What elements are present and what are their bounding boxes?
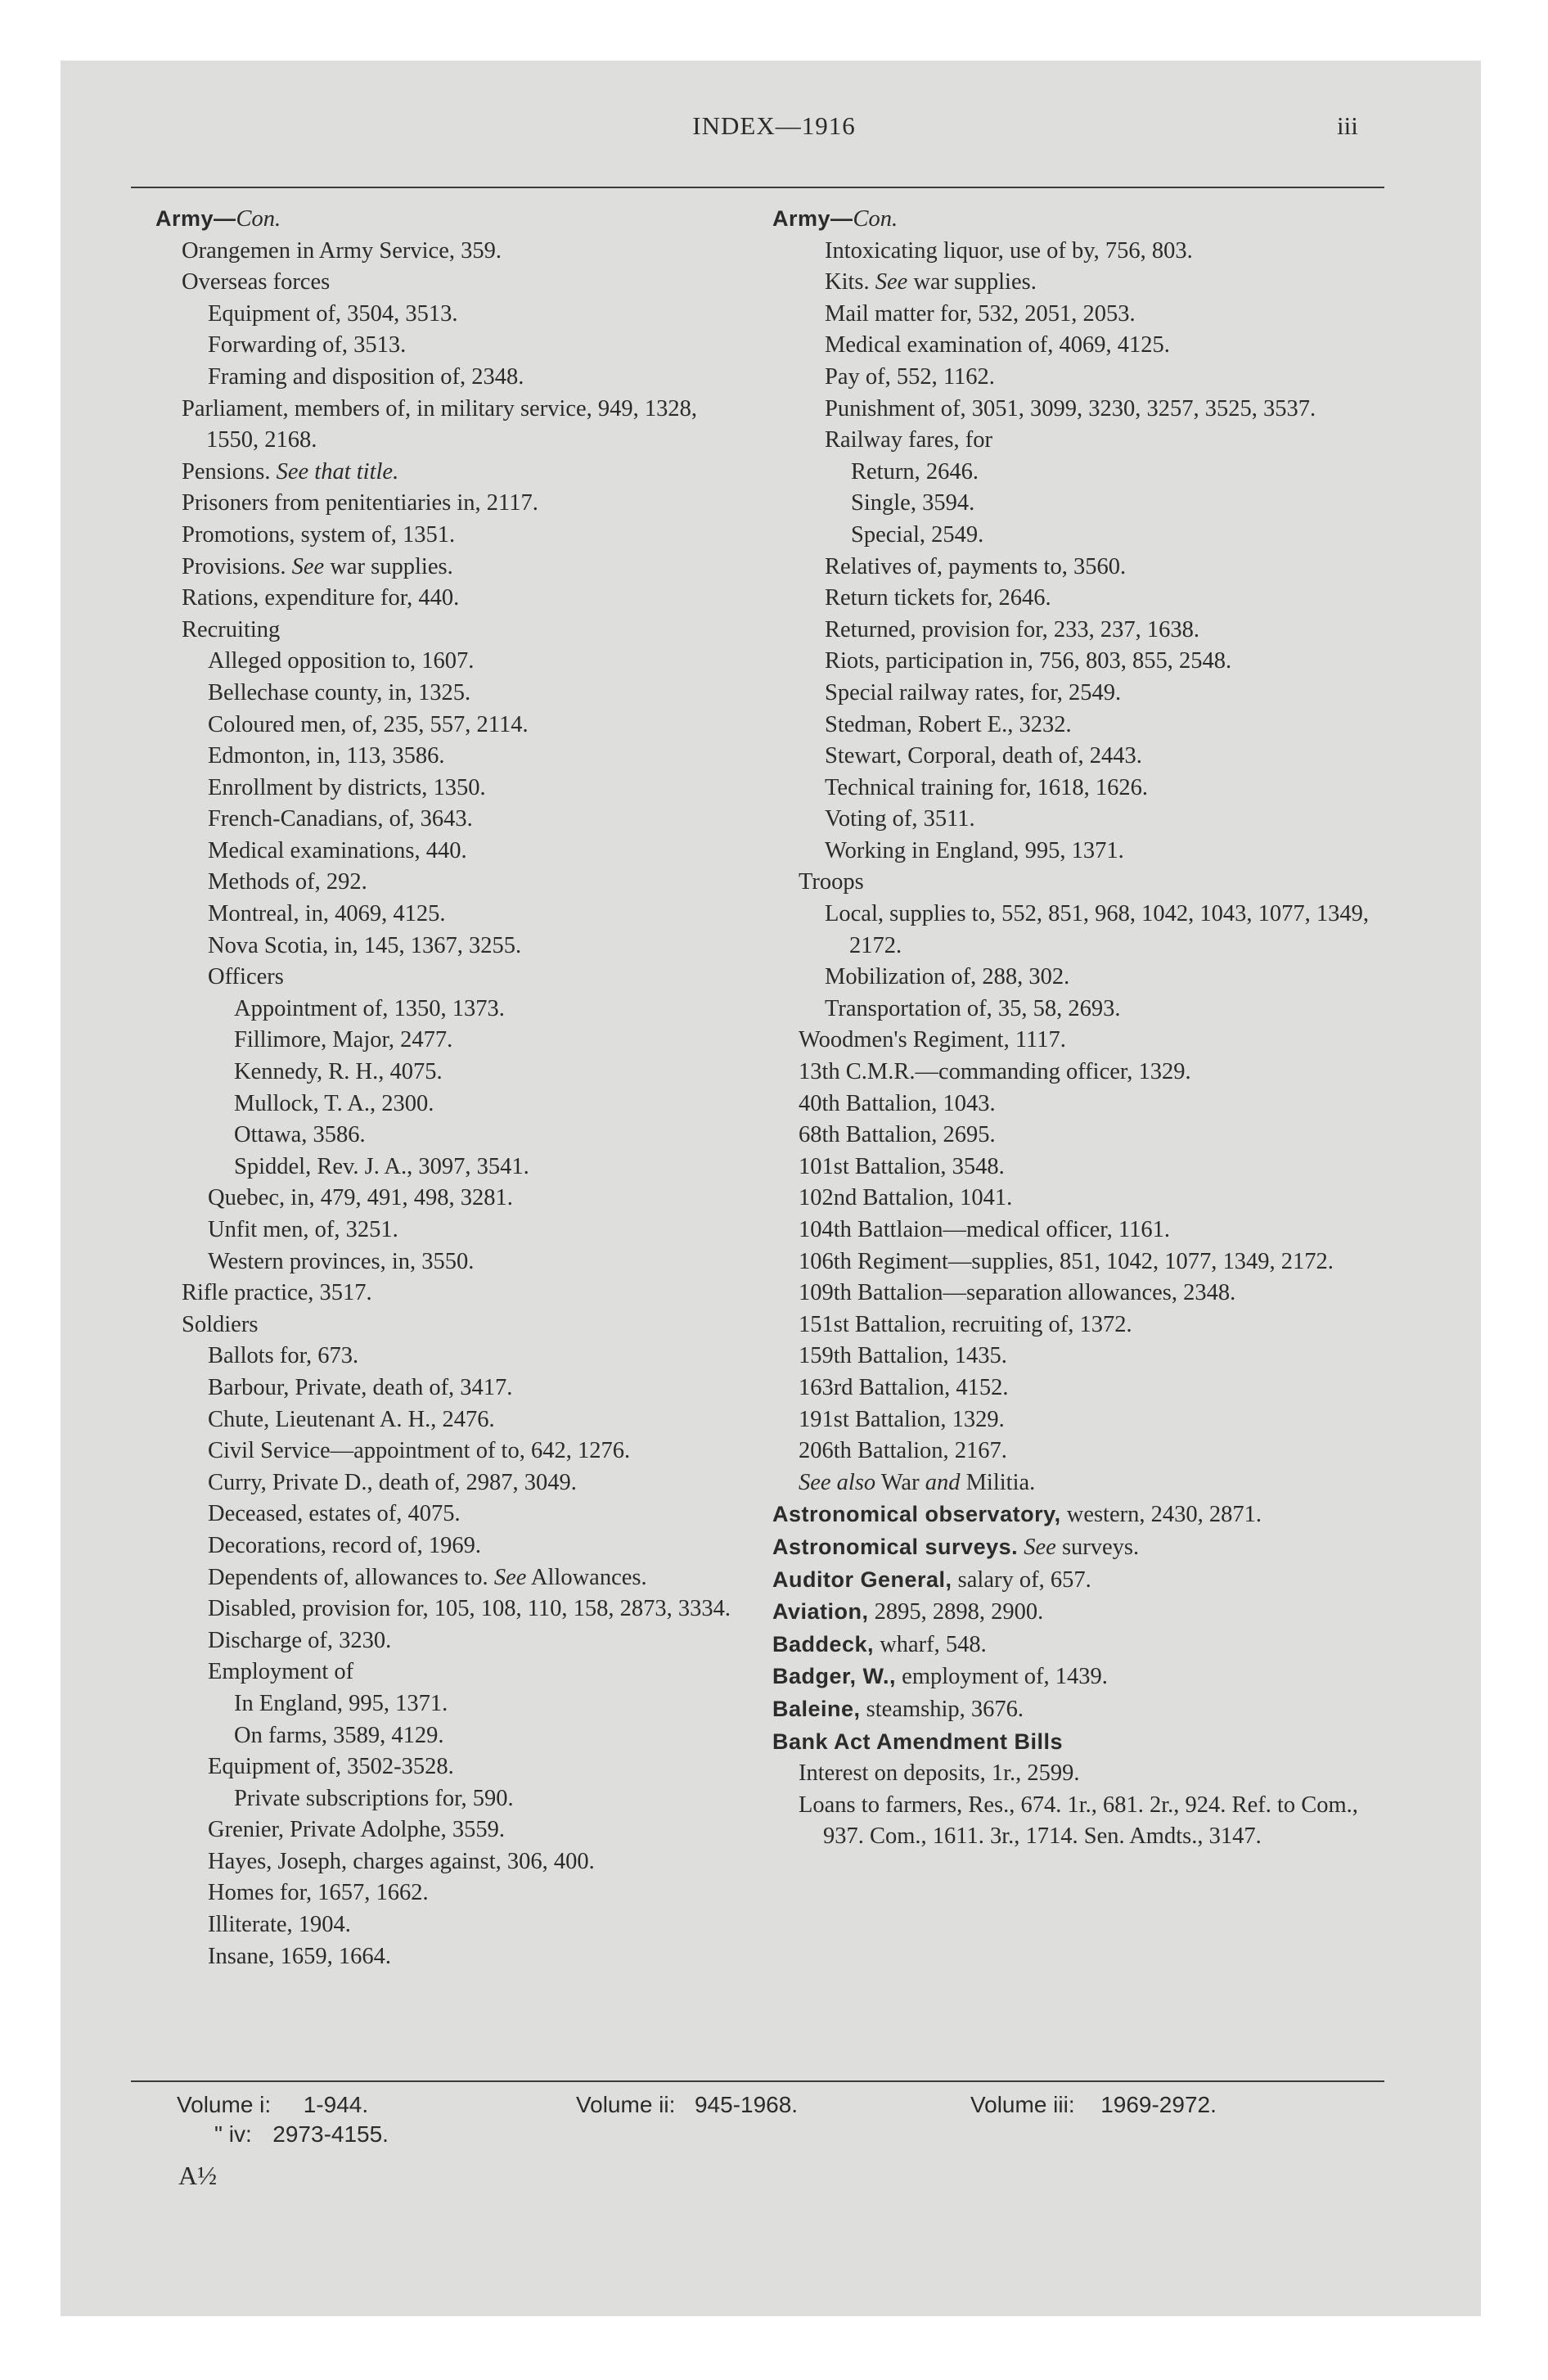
- index-entry: [772, 1726, 1386, 1759]
- index-entry: [155, 1373, 745, 1404]
- entry-text: Auditor General,: [772, 1566, 952, 1592]
- index-entry: [155, 552, 745, 584]
- index-entry: [155, 615, 745, 647]
- entry-text: Kennedy, R. H., 4075.: [234, 1059, 443, 1085]
- entry-text: French-Canadians, of, 3643.: [208, 806, 473, 832]
- signature-mark: A½: [178, 2161, 218, 2190]
- index-entry: [155, 330, 745, 362]
- index-entry: [772, 1215, 1386, 1246]
- entry-text: Disabled, provision for, 105, 108, 110, 158, 2873, 3334.: [208, 1596, 731, 1622]
- index-entry: [155, 1846, 745, 1878]
- index-entry: [155, 773, 745, 805]
- index-entry: [772, 267, 1386, 299]
- index-entry: [155, 1309, 745, 1341]
- entry-text: Returned, provision for, 233, 237, 1638.: [825, 616, 1199, 642]
- index-entry: [155, 1152, 745, 1183]
- entry-text: Single, 3594.: [851, 490, 975, 516]
- entry-text: Illiterate, 1904.: [208, 1912, 351, 1938]
- entry-text: Baleine,: [772, 1696, 861, 1721]
- index-entry: [155, 1625, 745, 1657]
- index-entry: [155, 836, 745, 868]
- index-entry: [155, 1593, 745, 1625]
- entry-text: Edmonton, in, 113, 3586.: [208, 743, 445, 769]
- entry-text: Ballots for, 673.: [208, 1343, 359, 1369]
- index-entry: [155, 1025, 745, 1057]
- entry-text: Ottawa, 3586.: [234, 1122, 366, 1148]
- index-entry: [772, 710, 1386, 741]
- entry-text: Working in England, 995, 1371.: [825, 837, 1124, 863]
- entry-text: 68th Battalion, 2695.: [799, 1122, 996, 1148]
- entry-text: Intoxicating liquor, use of by, 756, 803.: [825, 237, 1193, 264]
- entry-after: salary of, 657.: [952, 1566, 1091, 1593]
- entry-text: 104th Battlaion—medical officer, 1161.: [799, 1217, 1170, 1242]
- index-entry: [772, 867, 1386, 899]
- index-column-left: [155, 203, 745, 1972]
- index-entry: [772, 1758, 1386, 1790]
- index-entry: [155, 899, 745, 931]
- entry-after: Allowances.: [526, 1564, 647, 1590]
- index-entry: [772, 1025, 1386, 1057]
- entry-text: Medical examination of, 4069, 4125.: [825, 332, 1170, 358]
- index-entry: [155, 394, 745, 457]
- entry-text: 163rd Battalion, 4152.: [799, 1374, 1009, 1400]
- entry-it: See also: [799, 1469, 876, 1495]
- index-entry: [155, 741, 745, 773]
- entry-text: Rations, expenditure for, 440.: [182, 585, 460, 611]
- index-entry: [155, 678, 745, 710]
- entry-text: 102nd Battalion, 1041.: [799, 1185, 1013, 1211]
- index-entry: [155, 1562, 745, 1594]
- entry-text: Enrollment by districts, 1350.: [208, 774, 486, 800]
- index-entry: [772, 646, 1386, 678]
- footer-volume-1-range: 1-944.: [303, 2092, 369, 2117]
- index-entry: [772, 1309, 1386, 1341]
- entry-text: Quebec, in, 479, 491, 498, 3281.: [208, 1185, 513, 1211]
- entry-text: 13th C.M.R.—commanding officer, 1329.: [799, 1059, 1191, 1085]
- header-rule: [131, 187, 1384, 188]
- entry-text: Badger, W.,: [772, 1664, 897, 1689]
- index-entry: [155, 1341, 745, 1373]
- entry-text: Deceased, estates of, 4075.: [208, 1501, 461, 1527]
- entry-text: Insane, 1659, 1664.: [208, 1943, 392, 1969]
- index-entry: [772, 615, 1386, 647]
- index-entry: [772, 330, 1386, 362]
- entry-it: Con.: [236, 206, 281, 232]
- index-entry: [155, 488, 745, 520]
- entry-text: Loans to farmers, Res., 674. 1r., 681. 2r., 924. Ref. to Com., 937. Com., 1611. 3r., 1714. Sen. Amdts., 3147.: [799, 1792, 1358, 1850]
- entry-after: steamship, 3676.: [860, 1696, 1024, 1722]
- entry-it2: and: [925, 1469, 961, 1495]
- entry-text: Astronomical observatory,: [772, 1502, 1061, 1527]
- index-entry: [155, 583, 745, 615]
- index-entry: [155, 1499, 745, 1530]
- entry-it: See: [493, 1564, 527, 1590]
- index-entry: [155, 457, 745, 489]
- entry-text: Pay of, 552, 1162.: [825, 363, 995, 390]
- entry-after: war supplies.: [907, 269, 1037, 295]
- footer-volume-3: [970, 2092, 1217, 2118]
- entry-text: Woodmen's Regiment, 1117.: [799, 1027, 1066, 1053]
- index-entry: [772, 1057, 1386, 1089]
- entry-text: Baddeck,: [772, 1631, 875, 1657]
- entry-text: Return, 2646.: [851, 458, 979, 485]
- index-entry: [772, 1596, 1386, 1629]
- index-entry: [155, 1246, 745, 1278]
- index-entry: [772, 836, 1386, 868]
- entry-it: See: [291, 553, 325, 579]
- entry-text: Punishment of, 3051, 3099, 3230, 3257, 3525, 3537.: [825, 395, 1316, 421]
- entry-text: Technical training for, 1618, 1626.: [825, 774, 1148, 800]
- index-entry: [155, 299, 745, 331]
- index-entry: [772, 1790, 1386, 1853]
- entry-text: Orangemen in Army Service, 359.: [182, 237, 502, 264]
- entry-text: Officers: [208, 964, 284, 990]
- entry-text: 206th Battalion, 2167.: [799, 1438, 1007, 1464]
- index-entry: [772, 203, 1386, 236]
- entry-after: western, 2430, 2871.: [1060, 1502, 1262, 1528]
- entry-text: Soldiers: [182, 1311, 259, 1337]
- entry-it: See that title.: [276, 458, 399, 485]
- index-entry: [772, 1693, 1386, 1726]
- footer-volume-1: [177, 2092, 368, 2118]
- index-entry: [155, 867, 745, 899]
- entry-text: Decorations, record of, 1969.: [208, 1532, 481, 1558]
- entry-text: Promotions, system of, 1351.: [182, 521, 456, 548]
- index-entry: [155, 646, 745, 678]
- index-entry: [772, 1246, 1386, 1278]
- entry-text: Chute, Lieutenant A. H., 2476.: [208, 1406, 495, 1432]
- entry-text: 159th Battalion, 1435.: [799, 1343, 1007, 1369]
- index-entry: [155, 1467, 745, 1499]
- entry-text: Astronomical surveys.: [772, 1534, 1019, 1559]
- entry-text: Barbour, Private, death of, 3417.: [208, 1374, 513, 1400]
- entry-text: Local, supplies to, 552, 851, 968, 1042, 1043, 1077, 1349, 2172.: [825, 901, 1369, 958]
- entry-after2: Militia.: [960, 1469, 1036, 1495]
- entry-text: Bellechase county, in, 1325.: [208, 679, 471, 705]
- index-entry: [772, 583, 1386, 615]
- entry-text: Stewart, Corporal, death of, 2443.: [825, 743, 1142, 769]
- entry-text: Spiddel, Rev. J. A., 3097, 3541.: [234, 1153, 529, 1179]
- entry-text: On farms, 3589, 4129.: [234, 1722, 444, 1748]
- entry-text: Equipment of, 3502-3528.: [208, 1754, 454, 1780]
- entry-it2: See: [1024, 1534, 1056, 1560]
- entry-text: 40th Battalion, 1043.: [799, 1090, 996, 1116]
- entry-text: Grenier, Private Adolphe, 3559.: [208, 1817, 505, 1843]
- entry-text: Voting of, 3511.: [825, 806, 975, 832]
- index-entry: [772, 1629, 1386, 1661]
- entry-text: Alleged opposition to, 1607.: [208, 648, 475, 674]
- entry-after2: surveys.: [1055, 1534, 1140, 1560]
- entry-text: Employment of: [208, 1659, 354, 1685]
- entry-text: Troops: [799, 869, 864, 895]
- entry-text: 101st Battalion, 3548.: [799, 1153, 1005, 1179]
- index-entry: [772, 425, 1386, 457]
- entry-text: Western provinces, in, 3550.: [208, 1248, 475, 1274]
- entry-text: Medical examinations, 440.: [208, 837, 467, 863]
- entry-text: Rifle practice, 3517.: [182, 1280, 372, 1306]
- index-entry: [772, 1564, 1386, 1597]
- entry-text: Civil Service—appointment of to, 642, 1276.: [208, 1438, 631, 1464]
- entry-text: Riots, participation in, 756, 803, 855, 2548.: [825, 648, 1232, 674]
- entry-text: Framing and disposition of, 2348.: [208, 363, 524, 390]
- index-entry: [155, 1783, 745, 1815]
- entry-text: Unfit men, of, 3251.: [208, 1217, 398, 1242]
- index-entry: [772, 678, 1386, 710]
- index-entry: [155, 1941, 745, 1973]
- entry-after: wharf, 548.: [874, 1631, 987, 1657]
- index-entry: [155, 804, 745, 836]
- entry-text: Fillimore, Major, 2477.: [234, 1027, 453, 1053]
- index-entry: [772, 899, 1386, 962]
- entry-text: Special railway rates, for, 2549.: [825, 679, 1122, 705]
- index-entry: [772, 1404, 1386, 1436]
- index-entry: [772, 362, 1386, 394]
- entry-text: Provisions.: [182, 553, 292, 579]
- entry-text: Methods of, 292.: [208, 869, 367, 895]
- index-entry: [772, 457, 1386, 489]
- index-entry: [772, 1120, 1386, 1152]
- page-number: iii: [1337, 111, 1358, 140]
- index-entry: [772, 1089, 1386, 1120]
- entry-text: Dependents of, allowances to.: [208, 1564, 494, 1590]
- index-entry: [155, 1657, 745, 1688]
- index-entry: [155, 267, 745, 299]
- index-entry: [155, 1530, 745, 1562]
- index-entry: [155, 962, 745, 994]
- entry-text: Army—: [772, 206, 853, 231]
- page-title: INDEX—1916: [692, 111, 856, 140]
- footer-volume-4-label: " iv:: [214, 2121, 252, 2147]
- entry-it: Con.: [853, 206, 898, 232]
- entry-after: 2895, 2898, 2900.: [868, 1599, 1044, 1625]
- entry-text: Return tickets for, 2646.: [825, 585, 1051, 611]
- index-entry: [155, 1751, 745, 1783]
- index-entry: [155, 1688, 745, 1720]
- index-entry: [772, 236, 1386, 268]
- index-entry: [155, 1877, 745, 1909]
- index-entry: [155, 1436, 745, 1467]
- entry-text: Discharge of, 3230.: [208, 1627, 392, 1653]
- index-column-right: [772, 203, 1386, 1853]
- index-entry: [155, 236, 745, 268]
- entry-text: Kits.: [825, 269, 875, 295]
- entry-text: Mullock, T. A., 2300.: [234, 1090, 434, 1116]
- entry-text: Relatives of, payments to, 3560.: [825, 553, 1127, 579]
- entry-after: war supplies.: [324, 553, 453, 579]
- footer-volume-2: [576, 2092, 798, 2118]
- entry-text: 151st Battalion, recruiting of, 1372.: [799, 1311, 1132, 1337]
- index-entry: [772, 488, 1386, 520]
- entry-text: Mail matter for, 532, 2051, 2053.: [825, 300, 1136, 327]
- index-entry: [155, 1120, 745, 1152]
- entry-text: 106th Regiment—supplies, 851, 1042, 1077, 1349, 2172.: [799, 1248, 1334, 1274]
- index-entry: [772, 1467, 1386, 1499]
- index-entry: [155, 710, 745, 741]
- index-entry: [772, 1183, 1386, 1215]
- index-entry: [155, 1183, 745, 1215]
- index-entry: [155, 362, 745, 394]
- entry-text: Special, 2549.: [851, 521, 984, 548]
- footer-volume-3-label: Volume iii:: [970, 2092, 1075, 2117]
- footer-rule: [131, 2080, 1384, 2082]
- entry-text: Parliament, members of, in military service, 949, 1328, 1550, 2168.: [182, 395, 698, 453]
- index-entry: [155, 1089, 745, 1120]
- index-entry: [772, 1436, 1386, 1467]
- index-entry: [155, 1404, 745, 1436]
- index-entry: [772, 1499, 1386, 1531]
- index-entry: [155, 1278, 745, 1309]
- entry-text: 191st Battalion, 1329.: [799, 1406, 1005, 1432]
- footer-volume-3-range: 1969-2972.: [1100, 2092, 1217, 2117]
- index-entry: [772, 394, 1386, 426]
- index-entry: [772, 804, 1386, 836]
- entry-text: Interest on deposits, 1r., 2599.: [799, 1760, 1080, 1787]
- entry-text: Curry, Private D., death of, 2987, 3049.: [208, 1469, 577, 1495]
- footer-volume-1-label: Volume i:: [177, 2092, 272, 2117]
- index-entry: [155, 1909, 745, 1941]
- entry-it: See: [875, 269, 908, 295]
- index-entry: [155, 1814, 745, 1846]
- entry-text: In England, 995, 1371.: [234, 1690, 448, 1716]
- index-entry: [772, 1278, 1386, 1309]
- footer-volume-4: [214, 2121, 389, 2148]
- index-entry: [155, 520, 745, 552]
- index-entry: [772, 1531, 1386, 1564]
- entry-text: Montreal, in, 4069, 4125.: [208, 901, 446, 927]
- index-entry: [772, 741, 1386, 773]
- entry-text: Stedman, Robert E., 3232.: [825, 711, 1072, 737]
- entry-text: Forwarding of, 3513.: [208, 332, 407, 358]
- index-entry: [772, 1661, 1386, 1693]
- entry-text: Coloured men, of, 235, 557, 2114.: [208, 711, 529, 737]
- index-entry: [155, 1720, 745, 1752]
- entry-after: employment of, 1439.: [896, 1664, 1108, 1690]
- entry-text: Pensions.: [182, 458, 277, 485]
- entry-text: Prisoners from penitentiaries in, 2117.: [182, 490, 538, 516]
- index-entry: [772, 994, 1386, 1025]
- entry-text: Transportation of, 35, 58, 2693.: [825, 995, 1121, 1021]
- entry-text: 109th Battalion—separation allowances, 2348.: [799, 1280, 1236, 1306]
- entry-text: Overseas forces: [182, 269, 331, 295]
- footer-volume-2-label: Volume ii:: [576, 2092, 676, 2117]
- index-entry: [772, 1373, 1386, 1404]
- index-entry: [155, 1215, 745, 1246]
- index-entry: [772, 962, 1386, 994]
- entry-text: Nova Scotia, in, 145, 1367, 3255.: [208, 932, 522, 958]
- index-entry: [772, 1341, 1386, 1373]
- index-entry: [155, 994, 745, 1025]
- index-entry: [772, 299, 1386, 331]
- index-entry: [155, 203, 745, 236]
- entry-text: Private subscriptions for, 590.: [234, 1785, 514, 1811]
- entry-text: Hayes, Joseph, charges against, 306, 400.: [208, 1848, 595, 1874]
- entry-text: Recruiting: [182, 616, 281, 642]
- entry-text: Army—: [155, 206, 236, 231]
- entry-text: Railway fares, for: [825, 427, 992, 453]
- index-entry: [155, 1057, 745, 1089]
- footer-volume-2-range: 945-1968.: [694, 2092, 799, 2117]
- entry-text: Homes for, 1657, 1662.: [208, 1880, 429, 1906]
- index-entry: [772, 773, 1386, 805]
- index-entry: [772, 552, 1386, 584]
- entry-after: War: [875, 1469, 925, 1495]
- entry-text: Bank Act Amendment Bills: [772, 1729, 1064, 1754]
- entry-text: Mobilization of, 288, 302.: [825, 964, 1070, 990]
- entry-text: Equipment of, 3504, 3513.: [208, 300, 458, 327]
- index-entry: [155, 931, 745, 962]
- entry-text: Aviation,: [772, 1599, 869, 1625]
- index-entry: [772, 1152, 1386, 1183]
- index-entry: [772, 520, 1386, 552]
- entry-text: Appointment of, 1350, 1373.: [234, 995, 505, 1021]
- footer-volume-4-range: 2973-4155.: [272, 2121, 389, 2147]
